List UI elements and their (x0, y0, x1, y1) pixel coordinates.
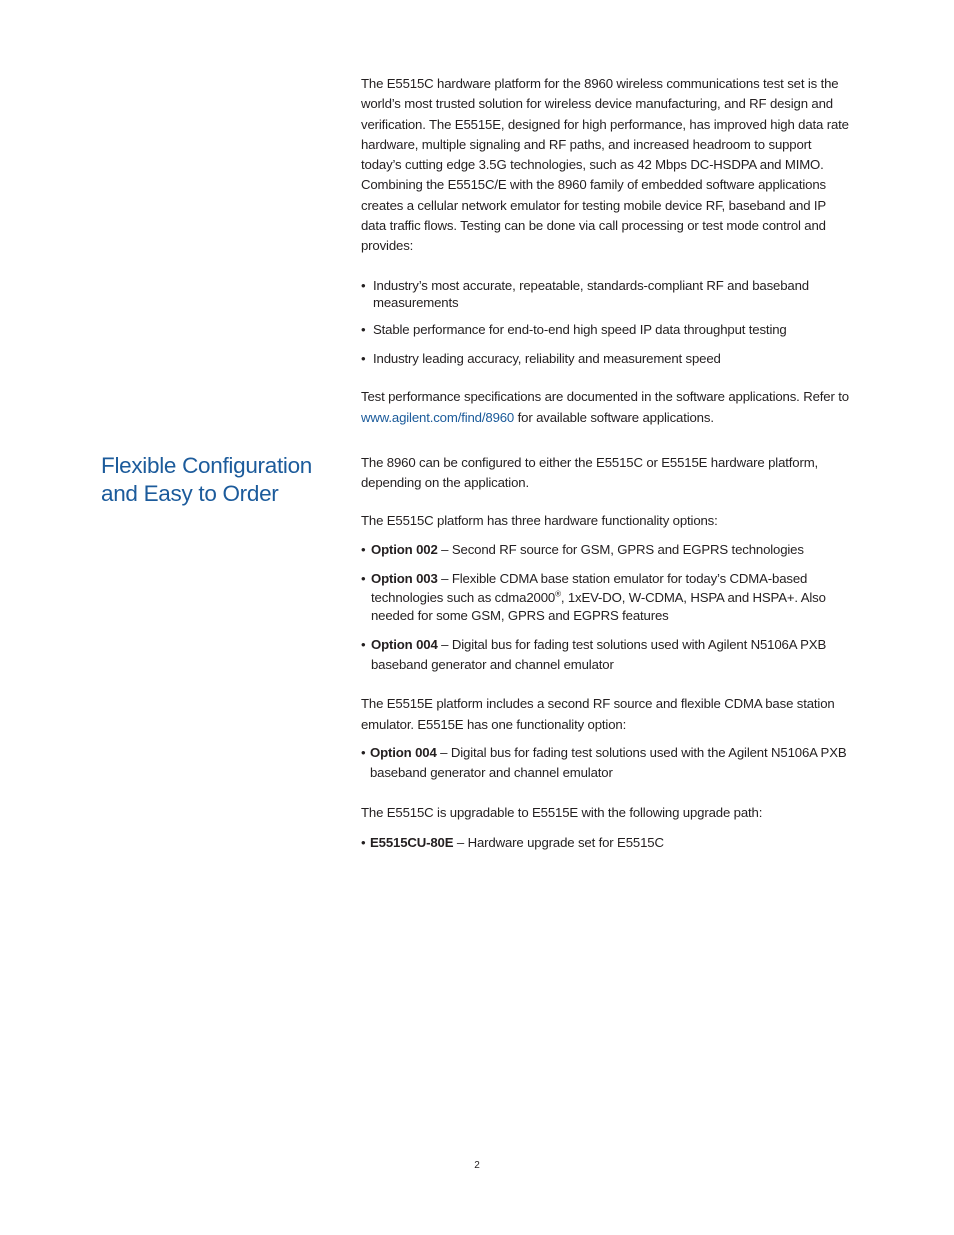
upgrade-desc: – Hardware upgrade set for E5515C (453, 834, 664, 850)
spec-text: Test performance specifications are documented in the software applications. Refer to (361, 389, 849, 405)
intro-section (361, 74, 853, 428)
option-item (361, 743, 853, 784)
bullet-item: • Industry leading accuracy, reliability and measurement speed (361, 349, 853, 369)
option-name: Option 004 (371, 636, 438, 652)
option-name: Option 003 (371, 571, 438, 587)
option-name: Option 002 (371, 541, 438, 557)
agilent-8960-link[interactable]: www.agilent.com/find/8960 (361, 409, 515, 425)
option-item (361, 540, 853, 560)
section-heading: Flexible Configuration and Easy to Order (101, 453, 313, 506)
option-desc: – Flexible CDMA base station emulator for today’s CDMA-based technologies such as cdma2000 (371, 571, 808, 605)
option-desc: – Digital bus for fading test solutions used with Agilent N5106A PXB baseband generator and channel emulator (371, 636, 827, 672)
intro-paragraph: The E5515C hardware platform for the 8960 wireless communications test set is the world’s most trusted solution for wireless device manufacturing, and RF design and verification. The E5515E, designed for high performance, has improved high data rate hardware, multiple signaling and RF paths, and increased headroom to support today’s cutting edge 3.5G technologies, such as 42 Mbps DC-HSDPA and MIMO. Combining the E5515C/E with the 8960 family of embedded software applications creates a cellular network emulator for testing mobile device RF, baseband and IP data traffic flows. Testing can be done via call processing or test mode control and provides: (361, 76, 849, 254)
registered-mark: ® (555, 589, 561, 599)
upgrade-name: E5515CU-80E (370, 834, 454, 850)
configuration-section (361, 453, 853, 853)
platform-e-intro: The E5515E platform includes a second RF source and flexible CDMA base station emulator. E5515E has one functionality option: (361, 696, 835, 732)
bullet-item: • Stable performance for end-to-end high speed IP data throughput testing (361, 320, 853, 340)
spec-text-end: for available software applications. (517, 409, 714, 425)
option-item (361, 570, 853, 626)
bullet-item: • Industry’s most accurate, repeatable, standards-compliant RF and baseband measurements (361, 277, 853, 311)
option-desc-cont: , 1xEV-DO, W-CDMA, HSPA and HSPA+. Also needed for some GSM, GPRS and EGPRS features (371, 589, 826, 624)
option-desc: – Second RF source for GSM, GPRS and EGPRS technologies (437, 541, 804, 557)
page-number: 2 (474, 1160, 480, 1171)
option-item (361, 635, 853, 676)
option-desc: – Digital bus for fading test solutions used with the Agilent N5106A PXB baseband generator and channel emulator (370, 744, 847, 781)
upgrade-item (361, 833, 853, 853)
config-paragraph: The 8960 can be configured to either the E5515C or E5515E hardware platform, depending on the application. (361, 455, 819, 491)
upgrade-intro: The E5515C is upgradable to E5515E with the following upgrade path: (361, 805, 763, 821)
spec-paragraph (361, 387, 853, 428)
option-name: Option 004 (370, 744, 437, 760)
platform-c-intro: The E5515C platform has three hardware functionality options: (361, 512, 718, 528)
